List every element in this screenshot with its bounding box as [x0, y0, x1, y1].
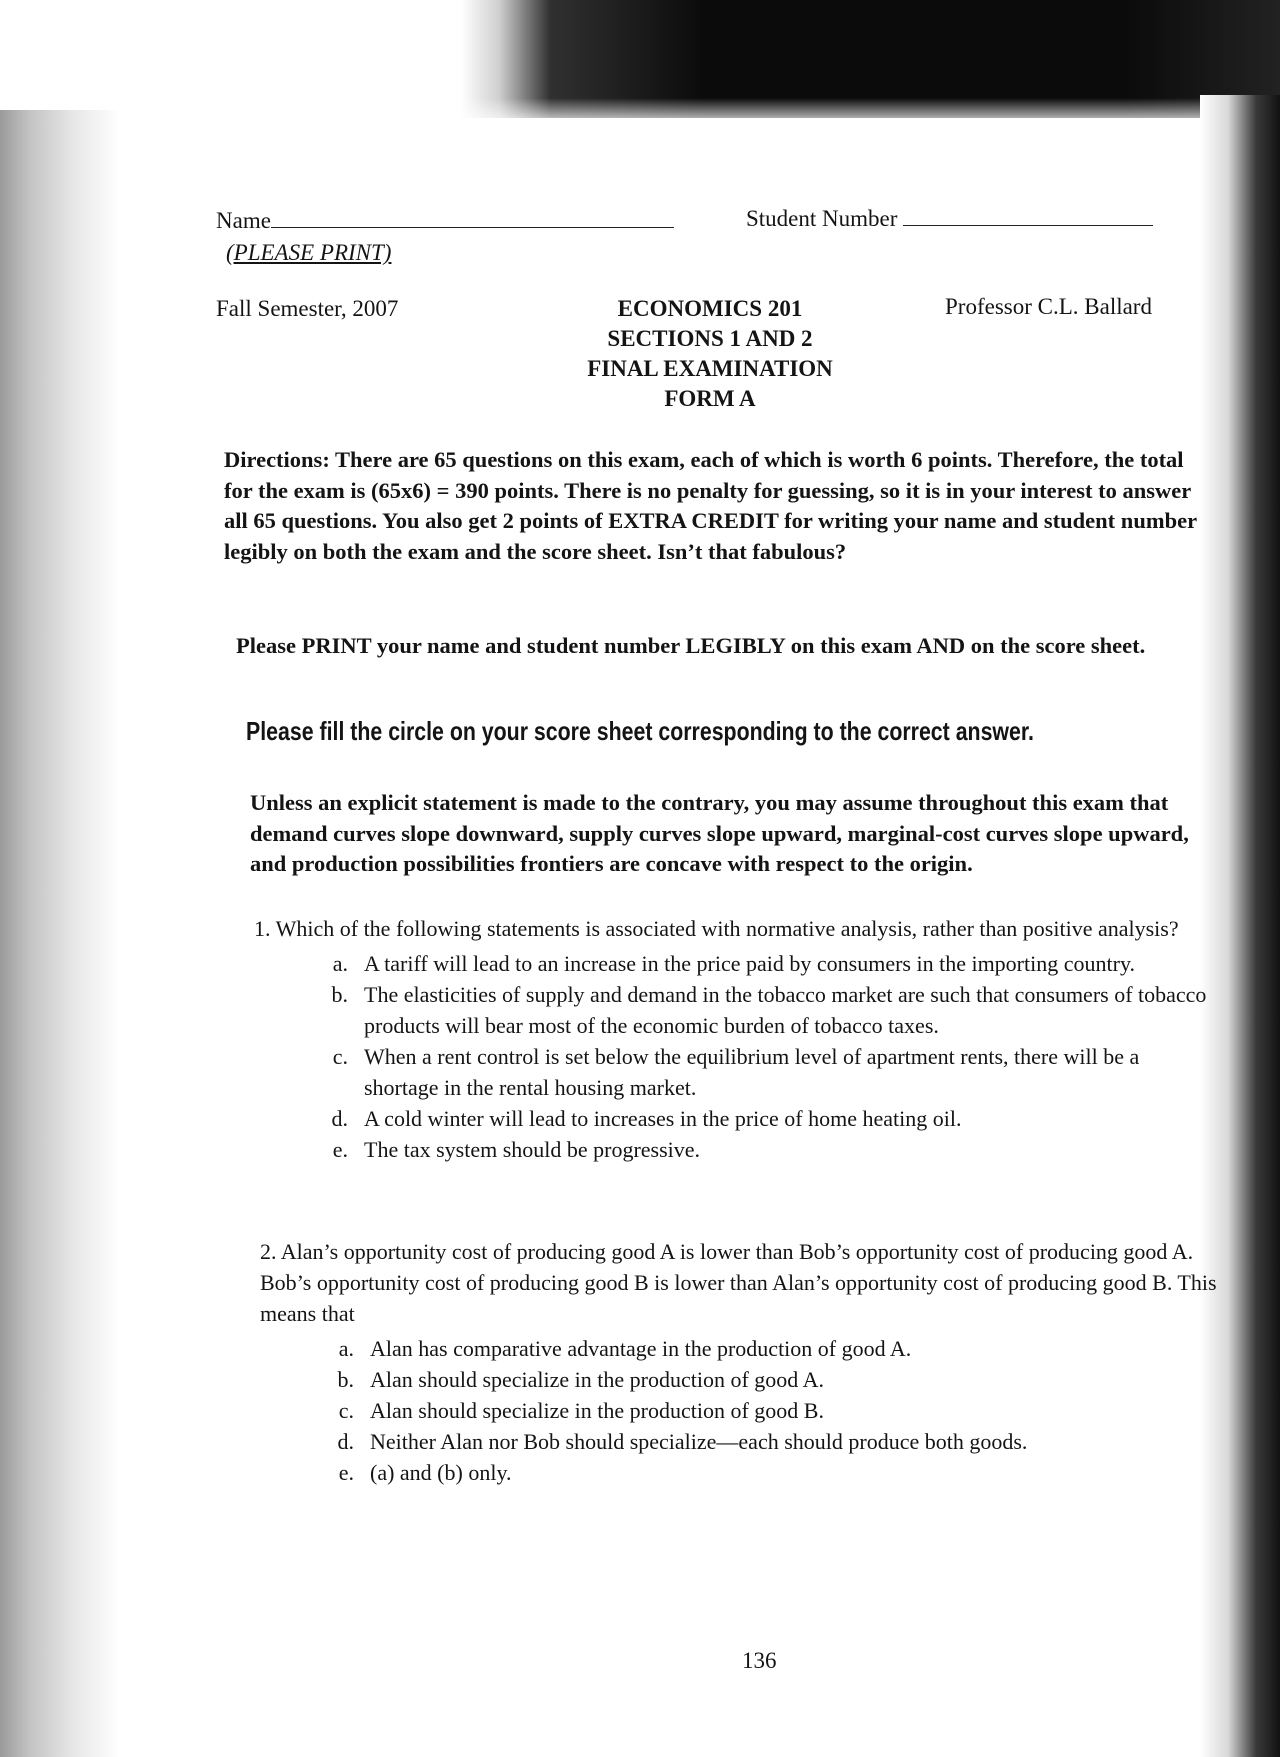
student-number-field[interactable]: [746, 206, 1153, 232]
please-print-note: (PLEASE PRINT): [226, 240, 392, 265]
option-a[interactable]: a. Alan has comparative advantage in the production of good A.: [338, 1336, 912, 1361]
student-number-label: Student Number: [746, 206, 898, 231]
exam-title: FINAL EXAMINATION: [587, 356, 833, 381]
option-d[interactable]: d. Neither Alan nor Bob should specialize—each should produce both goods.: [337, 1429, 1028, 1454]
option-b[interactable]: b. The elasticities of supply and demand in the tobacco market are such that consumers of tobacco products will bear most of the economic burden of tobacco taxes.: [331, 982, 1207, 1038]
fill-instruction: Please fill the circle on your score sheet corresponding to the correct answer.: [246, 716, 1034, 746]
question-stem: 2. Alan’s opportunity cost of producing good A is lower than Bob’s opportunity cost of producing good A. Bob’s opportunity cost of producing good B is lower than Alan’s opportunity cost of producing good B. This means that: [260, 1239, 1217, 1326]
name-field[interactable]: [216, 208, 674, 234]
exam-title-block: [560, 294, 860, 414]
option-e[interactable]: e. (a) and (b) only.: [338, 1460, 512, 1485]
question-2: [260, 1236, 1220, 1488]
professor: Professor C.L. Ballard: [945, 294, 1152, 319]
form-title: FORM A: [664, 386, 756, 411]
name-line[interactable]: [271, 227, 674, 228]
semester: Fall Semester, 2007: [216, 296, 399, 321]
student-number-line[interactable]: [903, 225, 1153, 226]
assumption-note: Unless an explicit statement is made to the contrary, you may assume throughout this exam that demand curves slope downward, supply curves slope upward, marginal-cost curves slope upward, and production possibilities frontiers are concave with respect to the origin.: [250, 790, 1189, 876]
option-c[interactable]: c. Alan should specialize in the production of good B.: [338, 1398, 824, 1423]
course-title: ECONOMICS 201: [617, 296, 803, 321]
option-b[interactable]: b. Alan should specialize in the production of good A.: [337, 1367, 824, 1392]
option-e[interactable]: e. The tax system should be progressive.: [332, 1137, 701, 1162]
print-instruction: Please PRINT your name and student number LEGIBLY on this exam AND on the score sheet.: [236, 633, 1146, 658]
question-stem: 1. Which of the following statements is associated with normative analysis, rather than positive analysis?: [254, 916, 1179, 941]
options-list: [318, 948, 1214, 1165]
options-list: [324, 1333, 1220, 1488]
sections-title: SECTIONS 1 AND 2: [607, 326, 813, 351]
question-1: [254, 913, 1214, 1165]
option-d[interactable]: d. A cold winter will lead to increases in the price of home heating oil.: [331, 1106, 962, 1131]
page-number: 136: [742, 1648, 777, 1673]
option-c[interactable]: c. When a rent control is set below the equilibrium level of apartment rents, there will be a shortage in the rental housing market.: [332, 1044, 1140, 1100]
directions: Directions: There are 65 questions on this exam, each of which is worth 6 points. Therefore, the total for the exam is (65x6) = 390 points. There is no penalty for guessing, so it is in your interest to answer all 65 questions. You also get 2 points of EXTRA CREDIT for writing your name and student number legibly on both the exam and the score sheet. Isn’t that fabulous?: [224, 447, 1197, 564]
option-a[interactable]: a. A tariff will lead to an increase in the price paid by consumers in the importing country.: [332, 951, 1136, 976]
name-label: Name: [216, 208, 271, 233]
